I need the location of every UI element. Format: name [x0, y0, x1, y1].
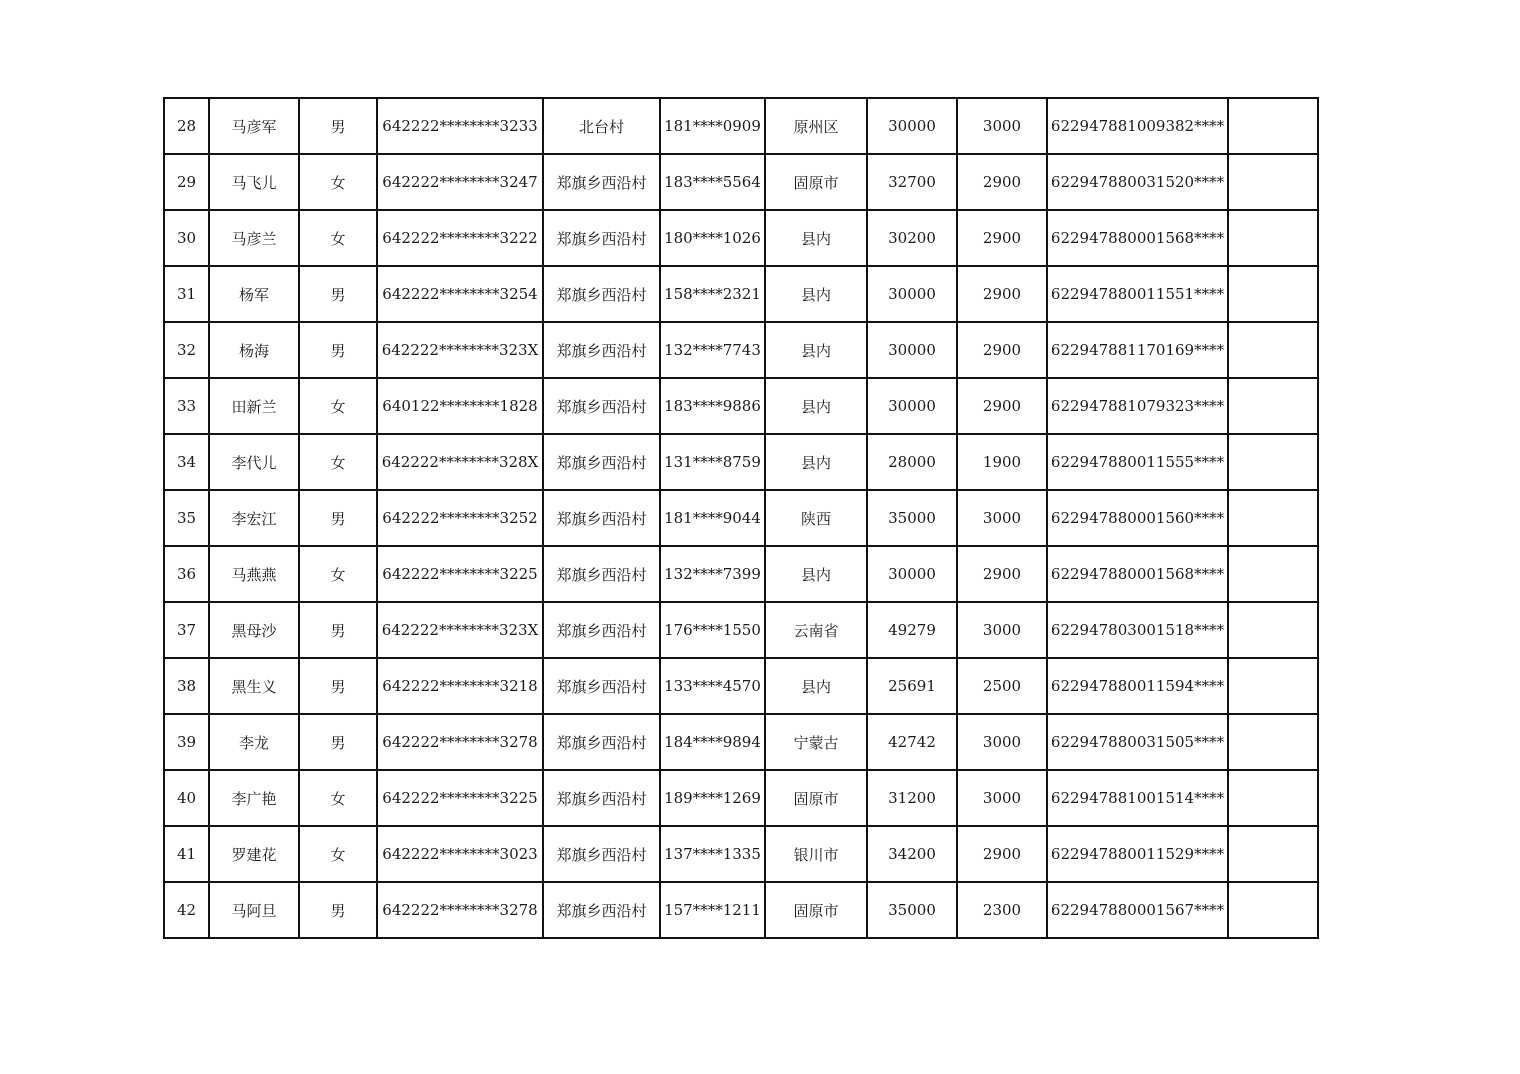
name-cell: 马彦兰 [209, 210, 299, 266]
name-cell: 李龙 [209, 714, 299, 770]
bank-account-cell: 622947880001560**** [1047, 490, 1228, 546]
row-number-cell: 42 [164, 882, 209, 938]
amount-cell: 2900 [957, 322, 1047, 378]
table-row [164, 378, 1318, 434]
phone-cell: 133****4570 [660, 658, 765, 714]
table-body [164, 98, 1318, 938]
gender-cell: 女 [299, 826, 377, 882]
income-cell: 35000 [867, 882, 957, 938]
address-cell: 郑旗乡西沿村 [543, 882, 660, 938]
address-cell: 郑旗乡西沿村 [543, 770, 660, 826]
table-row [164, 322, 1318, 378]
id-number-cell: 642222********3278 [377, 882, 543, 938]
amount-cell: 2900 [957, 210, 1047, 266]
gender-cell: 女 [299, 378, 377, 434]
income-cell: 30000 [867, 98, 957, 154]
bank-account-cell: 622947880011555**** [1047, 434, 1228, 490]
gender-cell: 男 [299, 882, 377, 938]
table-row [164, 826, 1318, 882]
bank-account-cell: 622947881009382**** [1047, 98, 1228, 154]
id-number-cell: 642222********3252 [377, 490, 543, 546]
row-number-cell: 28 [164, 98, 209, 154]
phone-cell: 131****8759 [660, 434, 765, 490]
gender-cell: 男 [299, 490, 377, 546]
phone-cell: 184****9894 [660, 714, 765, 770]
amount-cell: 2900 [957, 266, 1047, 322]
bank-account-cell: 622947880001568**** [1047, 546, 1228, 602]
phone-cell: 132****7743 [660, 322, 765, 378]
address-cell: 郑旗乡西沿村 [543, 322, 660, 378]
income-cell: 30000 [867, 378, 957, 434]
income-cell: 25691 [867, 658, 957, 714]
id-number-cell: 642222********3225 [377, 546, 543, 602]
amount-cell: 3000 [957, 714, 1047, 770]
address-cell: 郑旗乡西沿村 [543, 658, 660, 714]
work-location-cell: 固原市 [765, 770, 867, 826]
gender-cell: 女 [299, 546, 377, 602]
phone-cell: 189****1269 [660, 770, 765, 826]
amount-cell: 3000 [957, 490, 1047, 546]
row-number-cell: 29 [164, 154, 209, 210]
work-location-cell: 县内 [765, 546, 867, 602]
remarks-cell [1228, 658, 1318, 714]
work-location-cell: 固原市 [765, 154, 867, 210]
name-cell: 马燕燕 [209, 546, 299, 602]
name-cell: 李宏江 [209, 490, 299, 546]
table-row [164, 490, 1318, 546]
id-number-cell: 642222********3023 [377, 826, 543, 882]
bank-account-cell: 622947880031505**** [1047, 714, 1228, 770]
phone-cell: 183****5564 [660, 154, 765, 210]
bank-account-cell: 622947881170169**** [1047, 322, 1228, 378]
name-cell: 杨军 [209, 266, 299, 322]
row-number-cell: 37 [164, 602, 209, 658]
address-cell: 郑旗乡西沿村 [543, 378, 660, 434]
phone-cell: 181****9044 [660, 490, 765, 546]
gender-cell: 女 [299, 210, 377, 266]
bank-account-cell: 622947803001518**** [1047, 602, 1228, 658]
work-location-cell: 县内 [765, 434, 867, 490]
work-location-cell: 银川市 [765, 826, 867, 882]
work-location-cell: 县内 [765, 378, 867, 434]
phone-cell: 176****1550 [660, 602, 765, 658]
name-cell: 马彦军 [209, 98, 299, 154]
id-number-cell: 640122********1828 [377, 378, 543, 434]
phone-cell: 180****1026 [660, 210, 765, 266]
work-location-cell: 云南省 [765, 602, 867, 658]
name-cell: 李广艳 [209, 770, 299, 826]
amount-cell: 3000 [957, 602, 1047, 658]
table-row [164, 770, 1318, 826]
id-number-cell: 642222********323X [377, 602, 543, 658]
remarks-cell [1228, 322, 1318, 378]
id-number-cell: 642222********3218 [377, 658, 543, 714]
address-cell: 郑旗乡西沿村 [543, 826, 660, 882]
income-cell: 30000 [867, 546, 957, 602]
work-location-cell: 陕西 [765, 490, 867, 546]
remarks-cell [1228, 714, 1318, 770]
bank-account-cell: 622947880011551**** [1047, 266, 1228, 322]
work-location-cell: 县内 [765, 322, 867, 378]
gender-cell: 女 [299, 154, 377, 210]
phone-cell: 132****7399 [660, 546, 765, 602]
name-cell: 马飞儿 [209, 154, 299, 210]
phone-cell: 158****2321 [660, 266, 765, 322]
amount-cell: 2900 [957, 826, 1047, 882]
table-row [164, 210, 1318, 266]
remarks-cell [1228, 602, 1318, 658]
name-cell: 黑母沙 [209, 602, 299, 658]
work-location-cell: 原州区 [765, 98, 867, 154]
address-cell: 郑旗乡西沿村 [543, 154, 660, 210]
name-cell: 罗建花 [209, 826, 299, 882]
row-number-cell: 30 [164, 210, 209, 266]
amount-cell: 3000 [957, 98, 1047, 154]
table-row [164, 882, 1318, 938]
table-row [164, 714, 1318, 770]
amount-cell: 2300 [957, 882, 1047, 938]
bank-account-cell: 622947881079323**** [1047, 378, 1228, 434]
id-number-cell: 642222********3222 [377, 210, 543, 266]
remarks-cell [1228, 546, 1318, 602]
amount-cell: 2900 [957, 154, 1047, 210]
id-number-cell: 642222********3233 [377, 98, 543, 154]
name-cell: 杨海 [209, 322, 299, 378]
bank-account-cell: 622947880031520**** [1047, 154, 1228, 210]
remarks-cell [1228, 266, 1318, 322]
row-number-cell: 40 [164, 770, 209, 826]
gender-cell: 男 [299, 658, 377, 714]
table-row [164, 602, 1318, 658]
amount-cell: 1900 [957, 434, 1047, 490]
bank-account-cell: 622947880001568**** [1047, 210, 1228, 266]
income-cell: 30200 [867, 210, 957, 266]
name-cell: 田新兰 [209, 378, 299, 434]
phone-cell: 183****9886 [660, 378, 765, 434]
row-number-cell: 32 [164, 322, 209, 378]
address-cell: 郑旗乡西沿村 [543, 546, 660, 602]
address-cell: 郑旗乡西沿村 [543, 602, 660, 658]
amount-cell: 3000 [957, 770, 1047, 826]
remarks-cell [1228, 826, 1318, 882]
work-location-cell: 县内 [765, 658, 867, 714]
income-cell: 30000 [867, 266, 957, 322]
gender-cell: 男 [299, 98, 377, 154]
income-cell: 30000 [867, 322, 957, 378]
row-number-cell: 33 [164, 378, 209, 434]
remarks-cell [1228, 770, 1318, 826]
remarks-cell [1228, 882, 1318, 938]
row-number-cell: 39 [164, 714, 209, 770]
id-number-cell: 642222********323X [377, 322, 543, 378]
work-location-cell: 固原市 [765, 882, 867, 938]
address-cell: 郑旗乡西沿村 [543, 210, 660, 266]
amount-cell: 2900 [957, 546, 1047, 602]
row-number-cell: 36 [164, 546, 209, 602]
id-number-cell: 642222********3278 [377, 714, 543, 770]
remarks-cell [1228, 434, 1318, 490]
phone-cell: 137****1335 [660, 826, 765, 882]
work-location-cell: 县内 [765, 210, 867, 266]
amount-cell: 2900 [957, 378, 1047, 434]
income-cell: 28000 [867, 434, 957, 490]
row-number-cell: 34 [164, 434, 209, 490]
row-number-cell: 41 [164, 826, 209, 882]
table-row [164, 434, 1318, 490]
work-location-cell: 县内 [765, 266, 867, 322]
work-location-cell: 宁蒙古 [765, 714, 867, 770]
amount-cell: 2500 [957, 658, 1047, 714]
income-cell: 49279 [867, 602, 957, 658]
gender-cell: 男 [299, 322, 377, 378]
id-number-cell: 642222********3254 [377, 266, 543, 322]
remarks-cell [1228, 98, 1318, 154]
table-row [164, 154, 1318, 210]
address-cell: 郑旗乡西沿村 [543, 434, 660, 490]
phone-cell: 157****1211 [660, 882, 765, 938]
bank-account-cell: 622947880001567**** [1047, 882, 1228, 938]
id-number-cell: 642222********328X [377, 434, 543, 490]
income-cell: 35000 [867, 490, 957, 546]
address-cell: 郑旗乡西沿村 [543, 266, 660, 322]
gender-cell: 男 [299, 602, 377, 658]
gender-cell: 男 [299, 714, 377, 770]
address-cell: 郑旗乡西沿村 [543, 714, 660, 770]
row-number-cell: 35 [164, 490, 209, 546]
remarks-cell [1228, 210, 1318, 266]
id-number-cell: 642222********3225 [377, 770, 543, 826]
remarks-cell [1228, 154, 1318, 210]
name-cell: 黑生义 [209, 658, 299, 714]
income-cell: 31200 [867, 770, 957, 826]
row-number-cell: 38 [164, 658, 209, 714]
table-row [164, 546, 1318, 602]
gender-cell: 女 [299, 770, 377, 826]
remarks-cell [1228, 378, 1318, 434]
bank-account-cell: 622947881001514**** [1047, 770, 1228, 826]
id-number-cell: 642222********3247 [377, 154, 543, 210]
name-cell: 马阿旦 [209, 882, 299, 938]
row-number-cell: 31 [164, 266, 209, 322]
name-cell: 李代儿 [209, 434, 299, 490]
phone-cell: 181****0909 [660, 98, 765, 154]
data-table [163, 97, 1319, 939]
gender-cell: 男 [299, 266, 377, 322]
table-row [164, 98, 1318, 154]
address-cell: 郑旗乡西沿村 [543, 490, 660, 546]
income-cell: 32700 [867, 154, 957, 210]
gender-cell: 女 [299, 434, 377, 490]
income-cell: 42742 [867, 714, 957, 770]
table-row [164, 266, 1318, 322]
bank-account-cell: 622947880011594**** [1047, 658, 1228, 714]
address-cell: 北台村 [543, 98, 660, 154]
income-cell: 34200 [867, 826, 957, 882]
bank-account-cell: 622947880011529**** [1047, 826, 1228, 882]
table-row [164, 658, 1318, 714]
remarks-cell [1228, 490, 1318, 546]
